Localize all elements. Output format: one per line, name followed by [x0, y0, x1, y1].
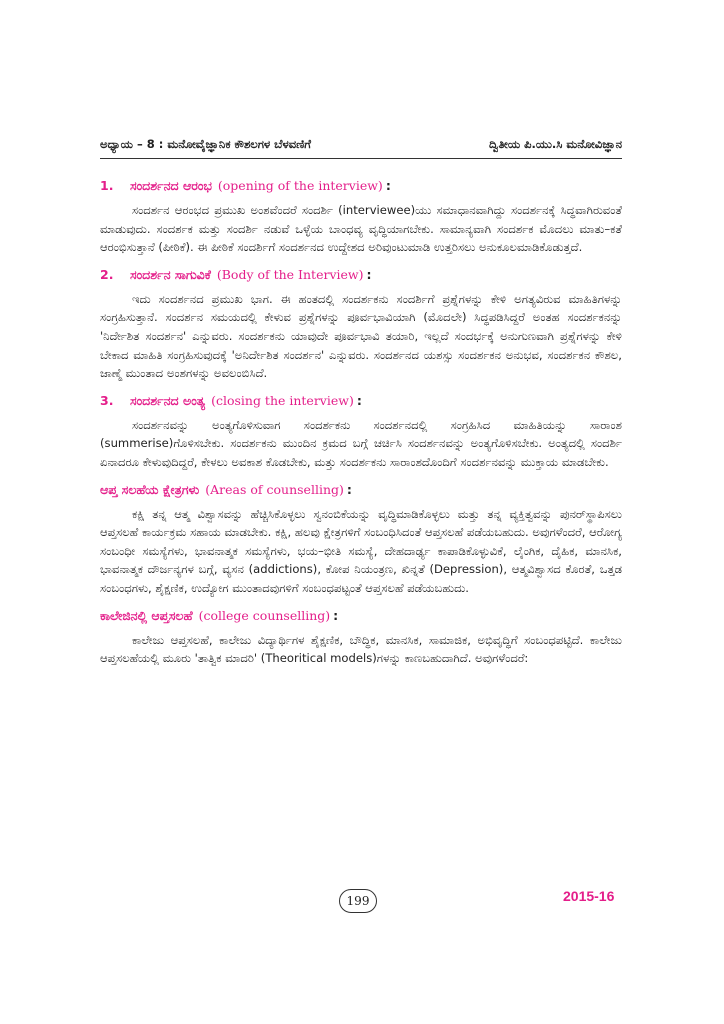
section-heading [100, 392, 622, 410]
section-title-en: (Body of the Interview) [216, 266, 364, 282]
section-paragraph: ಕಾಲೇಜು ಆಪ್ತಸಲಹೆ, ಕಾಲೇಜು ವಿದ್ಯಾರ್ಥಿಗಳ ಶೈಕ್ಷಣಿಕ, ಬೌದ್ಧಿಕ, ಮಾನಸಿಕ, ಸಾಮಾಜಿಕ, ಅಭಿವೃದ್ಧಿಗೆ ಸಂಬಂಧಪಟ್ಟಿದೆ. ಕಾಲೇಜು ಆಪ್ತಸಲಹೆಯಲ್ಲಿ ಮೂರು 'ತಾತ್ವಿಕ ಮಾದರಿ' (Theoritical models)ಗಳನ್ನು ಕಾಣಬಹುದಾಗಿದೆ. ಅವುಗಳೆಂದರೆ: [100, 632, 622, 666]
section-opening [100, 177, 622, 257]
section-heading [100, 607, 622, 625]
section-title-kn: ಆಪ್ತ ಸಲಹೆಯ ಕ್ಷೇತ್ರಗಳು [100, 481, 200, 497]
section-title-en: (closing the interview) [211, 392, 354, 408]
section-title-kn: ಸಂದರ್ಶನದ ಅಂತ್ಯ [130, 392, 206, 408]
section-title-en: (Areas of counselling) [205, 481, 344, 497]
section-colon: : [366, 266, 372, 282]
section-number: 1. [100, 178, 114, 193]
book-title: ದ್ವಿತೀಯ ಪಿ.ಯು.ಸಿ ಮನೋವಿಜ್ಞಾನ [488, 136, 622, 151]
section-title-kn: ಕಾಲೇಜಿನಲ್ಲಿ ಆಪ್ತಸಲಹೆ [100, 607, 193, 623]
section-closing [100, 392, 622, 472]
header-divider [100, 158, 622, 159]
section-colon: : [385, 178, 391, 193]
section-paragraph: ಕಕ್ಷಿ ತನ್ನ ಆತ್ಮ ವಿಶ್ವಾಸವನ್ನು ಹೆಚ್ಚಿಸಿಕೊಳ್ಳಲು ಸ್ವನಂಬಿಕೆಯನ್ನು ವೃದ್ಧಿಮಾಡಿಕೊಳ್ಳಲು ಮತ್ತು ತನ್ನ ವ್ಯಕ್ತಿತ್ವವನ್ನು ಪುನರ್‌ಸ್ಥಾಪಿಸಲು ಆಪ್ತಸಲಹೆ ಕಾರ್ಯಕ್ರಮ ಸಹಾಯ ಮಾಡಬೇಕು. ಕಕ್ಷಿ, ಹಲವು ಕ್ಷೇತ್ರಗಳಿಗೆ ಸಂಬಂಧಿಸಿದಂತೆ ಆಪ್ತಸಲಹೆ ಪಡೆಯಬಹುದು. ಅವುಗಳೆಂದರೆ, ಆರೋಗ್ಯ ಸಂಬಂಧೀ ಸಮಸ್ಯೆಗಳು, ಭಾವನಾತ್ಮಕ ಸಮಸ್ಯೆಗಳು, ಭಯ–ಭೀತಿ ಸಮಸ್ಯೆ, ದೇಹದಾರ್ಢ್ಯ ಕಾಪಾಡಿಕೊಳ್ಳುವಿಕೆ, ಲೈಂಗಿಕ, ದೈಹಿಕ, ಮಾನಸಿಕ, ಭಾವನಾತ್ಮಕ ದೌರ್ಜನ್ಯಗಳ ಬಗ್ಗೆ, ವ್ಯಸನ (addictions), ಕೋಪ ನಿಯಂತ್ರಣ, ಖಿನ್ನತೆ (Depression), ಆತ್ಮವಿಶ್ವಾಸದ ಕೊರತೆ, ಒತ್ತಡ ಸಂಬಂಧಗಳು, ಶೈಕ್ಷಣಿಕ, ಉದ್ಯೋಗ ಮುಂತಾದವುಗಳಿಗೆ ಸಂಬಂಧಪಟ್ಟಂತೆ ಆಪ್ತಸಲಹೆ ಪಡೆಯಬಹುದು. [100, 506, 622, 595]
section-number: 2. [100, 266, 114, 282]
section-heading [100, 177, 622, 195]
section-number: 3. [100, 392, 114, 408]
section-colon: : [346, 481, 352, 497]
section-title-en: (college counselling) [198, 607, 331, 623]
section-paragraph: ಇದು ಸಂದರ್ಶನದ ಪ್ರಮುಖ ಭಾಗ. ಈ ಹಂತದಲ್ಲಿ ಸಂದರ್ಶಕನು ಸಂದರ್ಶಿಗೆ ಪ್ರಶ್ನೆಗಳನ್ನು ಕೇಳಿ ಅಗತ್ಯವಿರುವ ಮಾಹಿತಿಗಳನ್ನು ಸಂಗ್ರಹಿಸುತ್ತಾನೆ. ಸಂದರ್ಶನ ಸಮಯದಲ್ಲಿ ಕೇಳುವ ಪ್ರಶ್ನೆಗಳನ್ನು ಪೂರ್ವಭಾವಿಯಾಗಿ (ಮೊದಲೇ) ಸಿದ್ಧಪಡಿಸಿದ್ದರೆ ಅಂತಹ ಸಂದರ್ಶಕನನ್ನು 'ನಿರ್ದೇಶಿತ ಸಂದರ್ಶನ' ಎನ್ನುವರು. ಸಂದರ್ಶಕನು ಯಾವುದೇ ಪೂರ್ವಭಾವಿ ತಯಾರಿ, ಇಲ್ಲದೆ ಸಂದರ್ಭಕ್ಕೆ ಅನುಗುಣವಾಗಿ ಪ್ರಶ್ನೆಗಳನ್ನು ಕೇಳಿ ಬೇಕಾದ ಮಾಹಿತಿ ಸಂಗ್ರಹಿಸುವುದಕ್ಕೆ 'ಅನಿರ್ದೇಶಿತ ಸಂದರ್ಶನ' ಎನ್ನುವರು. ಸಂದರ್ಶನದ ಯಶಸ್ಸು ಸಂದರ್ಶಕನ ಅನುಭವ, ಸಂದರ್ಶಕನ ಕೌಶಲ, ಜಾಣ್ಮೆ ಮುಂತಾದ ಅಂಶಗಳನ್ನು ಅವಲಂಬಿಸಿದೆ. [100, 291, 622, 381]
page-content [100, 168, 622, 671]
section-body [100, 266, 622, 383]
edition-year: 2015-16 [563, 888, 615, 904]
section-paragraph: ಸಂದರ್ಶನವನ್ನು ಅಂತ್ಯಗೊಳಿಸುವಾಗ ಸಂದರ್ಶಕನು ಸಂದರ್ಶನದಲ್ಲಿ ಸಂಗ್ರಹಿಸಿದ ಮಾಹಿತಿಯನ್ನು ಸಾರಾಂಶ (summerise)ಗೊಳಿಸಬೇಕು. ಸಂದರ್ಶಕನು ಮುಂದಿನ ಕ್ರಮದ ಬಗ್ಗೆ ಚರ್ಚಿಸಿ ಸಂದರ್ಶನವನ್ನು ಅಂತ್ಯಗೊಳಿಸಬೇಕು. ಅಂತ್ಯದಲ್ಲಿ ಸಂದರ್ಶಿ ಏನಾದರೂ ಕೇಳುವುದಿದ್ದರೆ, ಕೇಳಲು ಅವಕಾಶ ಕೊಡಬೇಕು, ಮತ್ತು ಸಂದರ್ಶಕನು ಸಾರಾಂಶದೊಂದಿಗೆ ಸಂದರ್ಶನವನ್ನು ಮುಕ್ತಾಯ ಮಾಡಬೇಕು. [100, 417, 622, 469]
section-title-en: (opening of the interview) [217, 178, 383, 193]
section-colon: : [356, 392, 362, 408]
section-heading [100, 266, 622, 284]
section-title-kn: ಸಂದರ್ಶನ ಸಾಗುವಿಕೆ [130, 266, 211, 282]
section-colon: : [333, 607, 339, 623]
section-title-kn: ಸಂದರ್ಶನದ ಆರಂಭ [130, 178, 212, 193]
chapter-title: ಅಧ್ಯಾಯ – 8 : ಮನೋವೈಜ್ಞಾನಿಕ ಕೌಶಲಗಳ ಬೆಳವಣಿಗೆ [100, 136, 311, 151]
page-header [100, 134, 622, 154]
section-college-counselling [100, 607, 622, 668]
section-heading [100, 481, 622, 499]
section-paragraph: ಸಂದರ್ಶನ ಆರಂಭದ ಪ್ರಮುಖ ಅಂಶವೆಂದರೆ ಸಂದರ್ಶಿ (interviewee)ಯು ಸಮಾಧಾನವಾಗಿದ್ದು ಸಂದರ್ಶನಕ್ಕೆ ಸಿದ್ಧವಾಗಿರುವಂತೆ ಮಾಡುವುದು. ಸಂದರ್ಶಕ ಮತ್ತು ಸಂದರ್ಶಿ ನಡುವೆ ಒಳ್ಳೆಯ ಬಾಂಧವ್ಯ ವೃದ್ಧಿಯಾಗಬೇಕು. ಸಾಮಾನ್ಯವಾಗಿ ಸಂದರ್ಶಕ ಮೊದಲು ಮಾತು–ಕತೆ ಆರಂಭಿಸುತ್ತಾನೆ (ಪೀಠಿಕೆ). ಈ ಪೀಠಿಕೆ ಸಂದರ್ಶಿಗೆ ಸಂದರ್ಶನದ ಉದ್ದೇಶದ ಅರಿವುಂಟುಮಾಡಿ ಉತ್ತರಿಸಲು ಅನುಕೂಲಮಾಡಿಕೊಡುತ್ತದೆ. [100, 203, 622, 255]
section-areas-of-counselling [100, 481, 622, 598]
page-number: 199 [339, 889, 377, 913]
